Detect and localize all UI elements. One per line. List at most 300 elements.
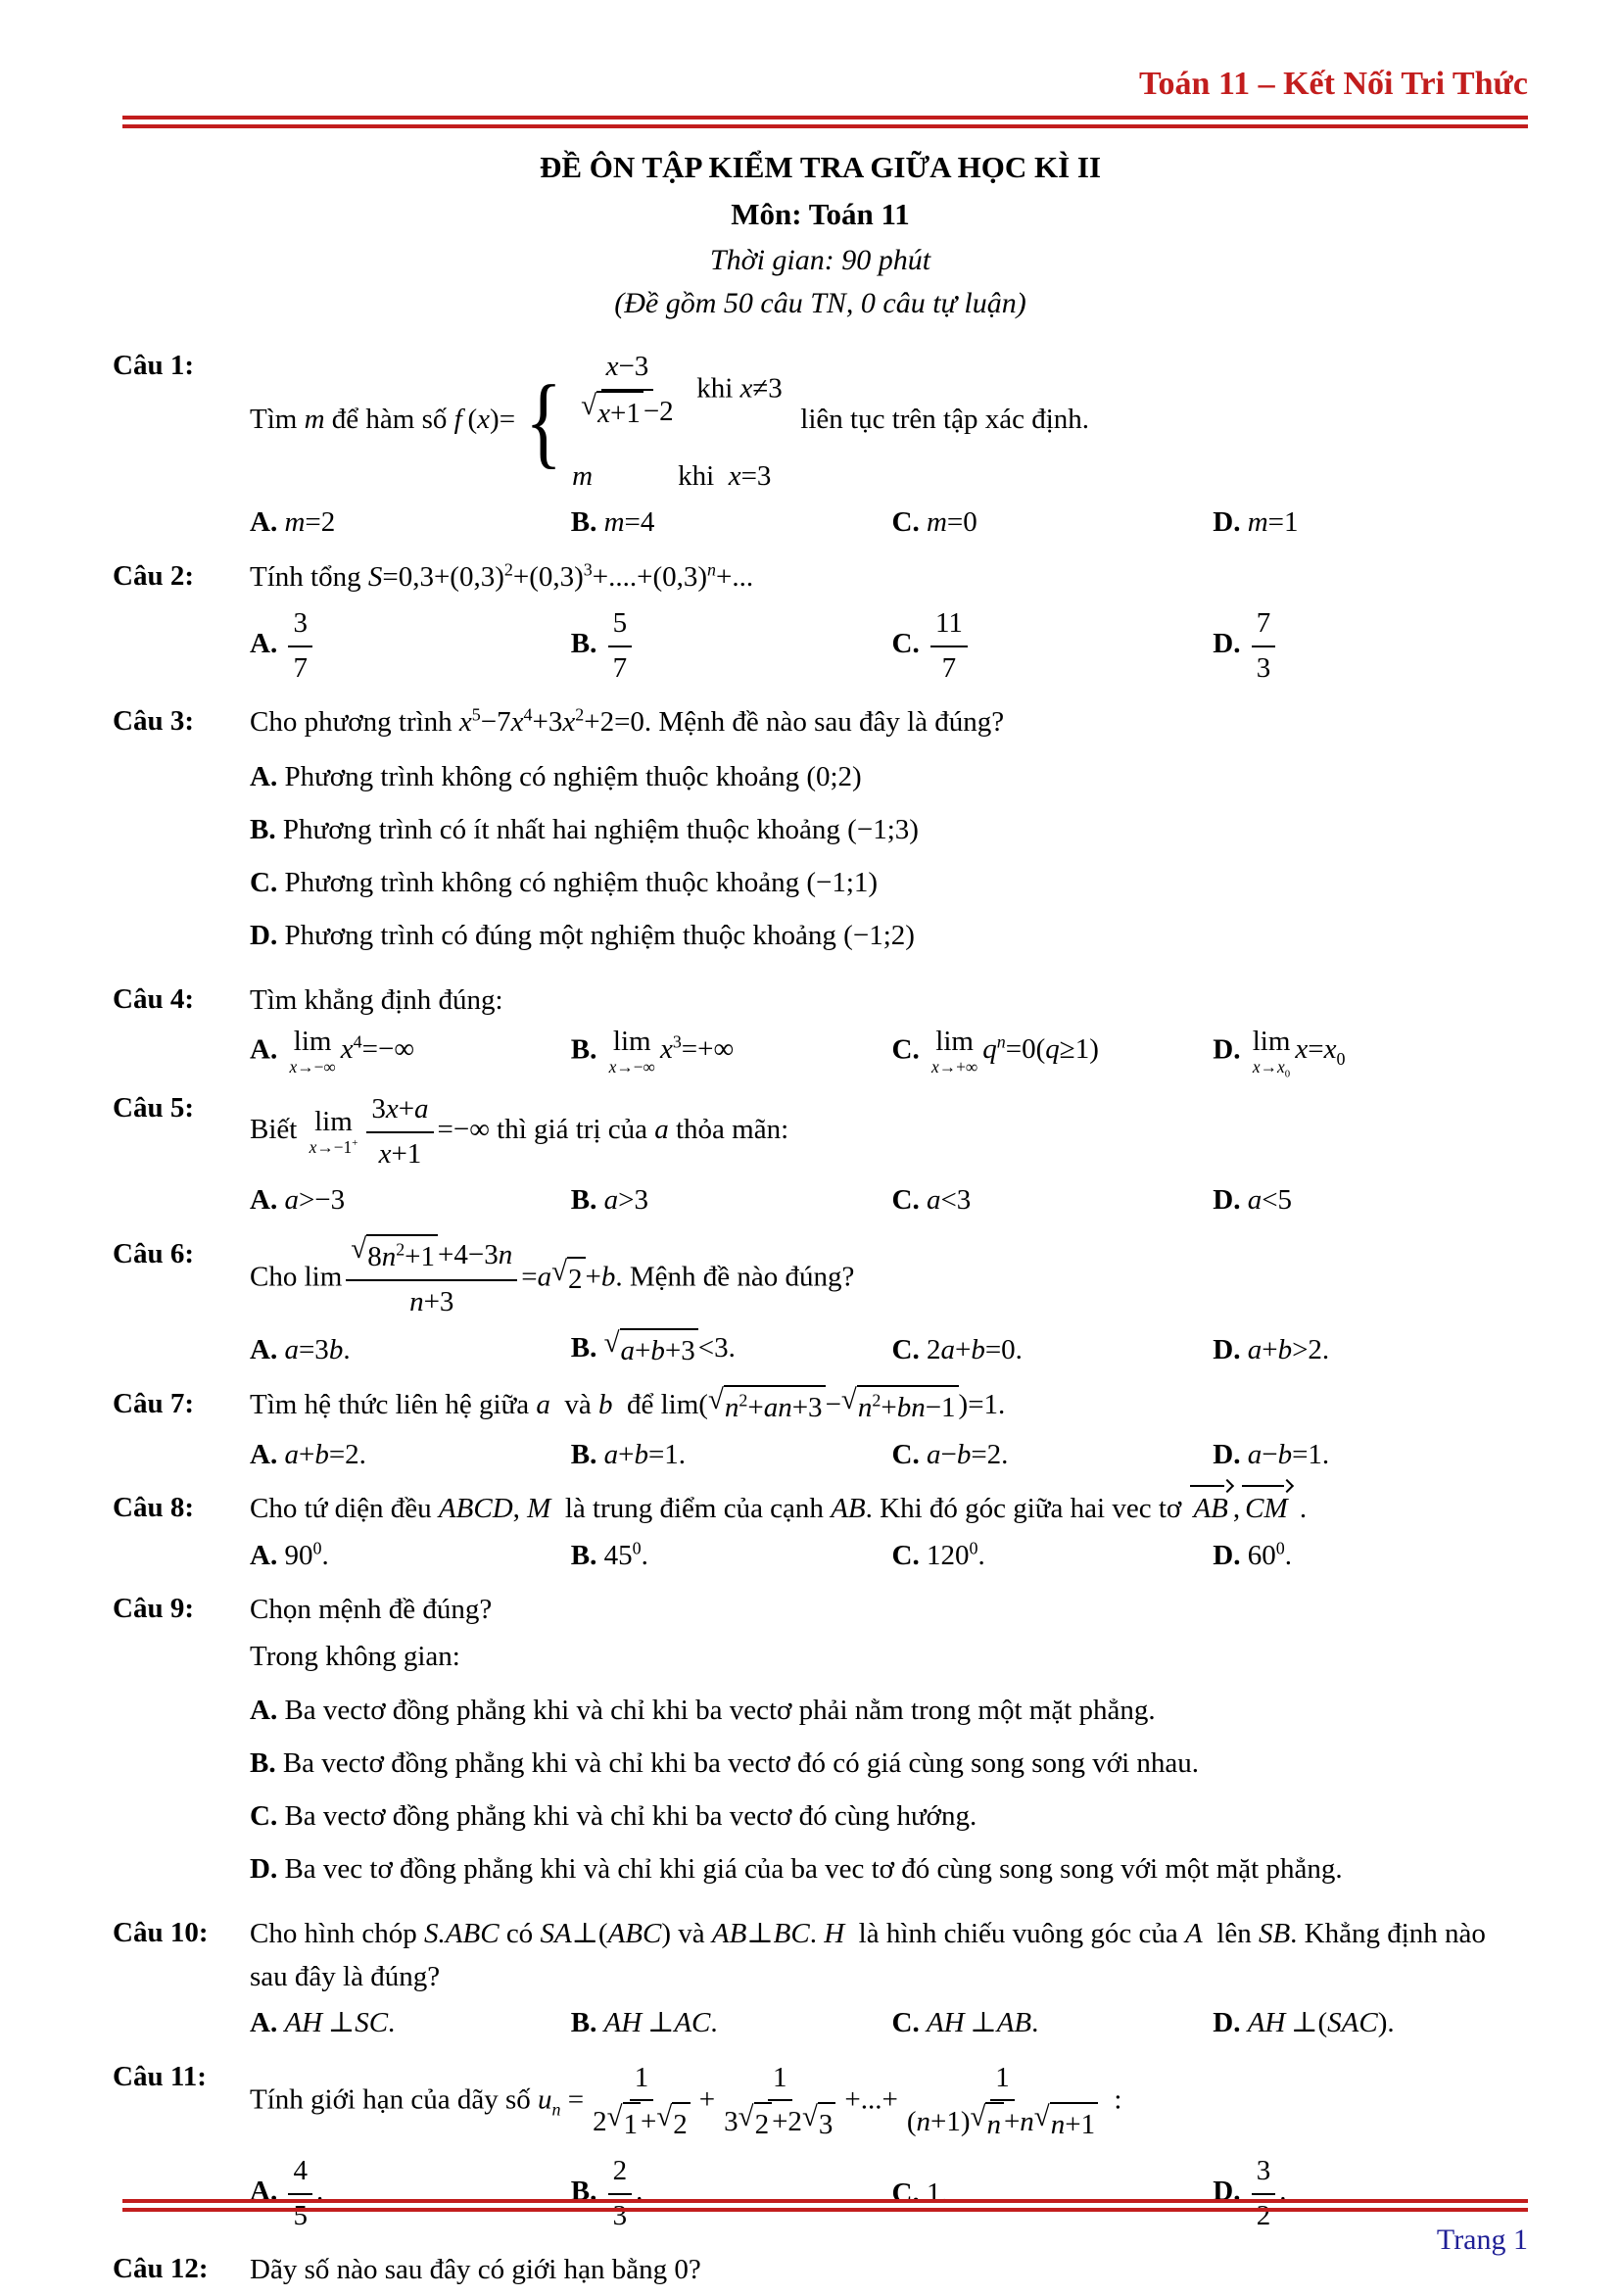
math-var: A <box>1185 1918 1203 1950</box>
superscript: 2 <box>396 1239 405 1260</box>
question-body <box>250 701 1528 968</box>
option-value: $\frac{4}{5}$ . <box>284 2176 323 2207</box>
numerator: 2 <box>608 2150 633 2195</box>
radicand: $8n^2+1$ <box>366 1234 438 1279</box>
question-body <box>250 1234 1528 1373</box>
option-key: C. <box>891 628 920 660</box>
option-value: 2a+b=0. <box>926 1333 1023 1365</box>
radicand: 2 <box>567 1257 586 1302</box>
square-root <box>351 1234 438 1279</box>
radical-sign: √ <box>606 2100 623 2132</box>
option-B <box>250 1743 1528 1784</box>
radicand: $n^2+bn-1$ <box>857 1385 959 1430</box>
option-A <box>250 502 565 545</box>
math-var: an <box>763 1392 792 1424</box>
option-A <box>250 1179 565 1222</box>
option-value: Ba vectơ đồng phẳng khi và chỉ khi ba vectơ đó có giá cùng song song với nhau. <box>282 1747 1199 1780</box>
superscript: 3 <box>583 559 593 580</box>
option-key: D. <box>1213 1438 1241 1470</box>
math-var: n <box>498 1238 513 1270</box>
option-key: D. <box>1213 1184 1241 1217</box>
math-var: n <box>724 1392 739 1424</box>
fraction <box>608 602 633 690</box>
option-B <box>250 809 1528 850</box>
math-var: x <box>608 1057 617 1077</box>
option-key: A. <box>250 1033 278 1066</box>
question-text-line: Chọn mệnh đề đúng? <box>250 1594 493 1626</box>
exam-subject: Môn: Toán 11 <box>731 196 910 231</box>
option-C <box>892 1179 1208 1222</box>
question-5 <box>113 1088 1528 1222</box>
question-7 <box>113 1384 1528 1476</box>
question-list <box>113 346 1528 2295</box>
option-C <box>892 1027 1208 1077</box>
question-body <box>250 1913 1528 2045</box>
question-text-line: Tính tổng $S=0,3+(0,3)^2+(0,3)^3+....+(0,3)^n+$... <box>250 559 754 593</box>
option-key: B. <box>570 2176 597 2208</box>
option-value: Ba vectơ đồng phẳng khi và chỉ khi ba vectơ phải nằm trong một mặt phẳng. <box>284 1695 1156 1727</box>
math-var: m <box>603 506 625 539</box>
denominator: 7 <box>293 651 308 684</box>
radical-sign: √ <box>970 2100 986 2132</box>
question-label: Câu 10: <box>113 1917 209 1949</box>
radicand: 3 <box>818 2102 836 2147</box>
math-var: b <box>634 1438 648 1470</box>
denominator: 3 √ 2 +2 √ 3 <box>719 2101 840 2146</box>
question-options <box>250 1434 1528 1477</box>
question-text <box>250 556 1528 599</box>
option-key: C. <box>891 2177 920 2210</box>
radical-sign: √ <box>738 2100 754 2132</box>
question-label: Câu 8: <box>113 1492 194 1524</box>
limit-word: lim <box>612 1025 651 1057</box>
option-C <box>250 862 1528 903</box>
option-value: lim $x\to x_0$ $x=x_0$ <box>1252 1025 1346 1080</box>
denominator: 5 <box>293 2199 308 2231</box>
math-var: ABC <box>607 1918 662 1950</box>
option-value: a−b=2. <box>926 1438 1009 1470</box>
math-var: b <box>600 1261 616 1293</box>
option-value: Ba vectơ đồng phẳng khi và chỉ khi ba vectơ đó cùng hướng. <box>284 1800 977 1833</box>
square-root <box>739 2102 772 2147</box>
option-key: B. <box>250 814 276 846</box>
math-var: x <box>562 706 576 739</box>
math-var: AH <box>603 2007 643 2039</box>
math-var: n <box>409 1285 424 1317</box>
radicand: 2 <box>754 2102 773 2147</box>
denominator: n+3 <box>409 1285 454 1317</box>
square-root <box>708 1385 826 1430</box>
option-key: C. <box>891 1438 920 1470</box>
math-var: bn <box>896 1392 926 1424</box>
math-var: b <box>597 1389 613 1421</box>
option-value: √ a+b+3 <3. <box>604 1332 736 1363</box>
page-number: Trang 1 <box>1436 2224 1528 2256</box>
option-key: C. <box>891 1333 920 1365</box>
math-var: ABCD <box>438 1493 513 1525</box>
math-var: AB <box>996 2007 1032 2039</box>
limit-subscript: x→+∞ <box>930 1057 978 1077</box>
question-text-line: Cho lim √ $8n^2+1$ +4−3n n+3 =a √ 2 +b. Mệnh đề nào đúng? <box>250 1234 1528 1324</box>
math-var: AB <box>831 1493 866 1525</box>
option-key: A. <box>250 1695 278 1727</box>
option-value: Phương trình có đúng một nghiệm thuộc khoảng (−1;2) <box>284 920 915 952</box>
radicand: n+1 <box>1050 2102 1098 2147</box>
option-value: a<5 <box>1247 1184 1293 1217</box>
option-key: B. <box>570 628 597 660</box>
option-key: C. <box>891 1539 920 1571</box>
math-var: x <box>728 459 741 492</box>
square-root <box>604 1328 698 1373</box>
superscript: 3 <box>672 1031 682 1052</box>
math-var: n <box>707 559 717 580</box>
math-var: H <box>824 1918 845 1950</box>
question-text-line: Tìm hệ thức liên hệ giữa a và b để lim( √ $n^2+an+3$ − √ $n^2+bn-1$ )=1. <box>250 1384 1528 1429</box>
superscript: 2 <box>872 1390 881 1411</box>
option-value: m=4 <box>603 506 655 539</box>
math-var: n <box>916 2106 930 2138</box>
option-value: $45^0$. <box>603 1537 648 1571</box>
fraction <box>346 1234 517 1324</box>
option-D <box>1213 1329 1528 1372</box>
brace: { <box>525 364 562 479</box>
question-options <box>250 1690 1528 1889</box>
math-var: x <box>1252 1057 1261 1077</box>
math-var: n <box>857 1392 873 1424</box>
math-var: a <box>603 1438 619 1470</box>
radicand: x+1 <box>596 391 643 436</box>
denominator: 2 √ 1 + √ 2 <box>588 2101 695 2146</box>
option-key: C. <box>891 1033 920 1066</box>
question-options <box>250 1535 1528 1578</box>
math-var: n <box>1020 2106 1034 2138</box>
question-text <box>250 1384 1528 1429</box>
math-var: a <box>537 1261 552 1293</box>
option-value: m=1 <box>1247 506 1299 539</box>
math-var: a <box>940 1333 955 1365</box>
option-key: D. <box>250 920 278 952</box>
superscript: 2 <box>575 704 585 725</box>
piecewise-rows <box>572 346 783 498</box>
question-text-line: Cho tứ diện đều ABCD, M là trung điểm của cạnh AB. Khi đó góc giữa hai vec tơ AB , CM . <box>250 1488 1528 1531</box>
math-var: a <box>536 1389 550 1421</box>
option-C <box>892 502 1208 545</box>
radical-sign: √ <box>801 2100 818 2132</box>
option-D <box>1213 1179 1528 1222</box>
option-B <box>571 1535 886 1578</box>
piecewise-row: m khi x=3 <box>572 459 772 492</box>
option-A <box>250 1690 1528 1731</box>
math-var: b <box>971 1333 985 1365</box>
limit-subscript: x→−∞ <box>289 1057 336 1077</box>
math-var: a <box>654 1114 669 1146</box>
question-text <box>250 2057 1528 2147</box>
question-label: Câu 12: <box>113 2253 209 2285</box>
question-text-line: Cho phương trình $x^5-7x^4+3x^2+2=0$. Mệnh đề nào sau đây là đúng? <box>250 704 1005 739</box>
limit-word: lim <box>935 1025 974 1057</box>
math-var: n <box>986 2108 1001 2140</box>
option-value: a+b>2. <box>1247 1333 1330 1365</box>
question-text-line: Dãy số nào sau đây có giới hạn bằng 0? <box>250 2254 701 2286</box>
math-var: S.ABC <box>424 1918 500 1950</box>
math-var: SB <box>1258 1918 1291 1950</box>
subscript: 0 <box>1284 1068 1291 1080</box>
square-root <box>607 2102 641 2147</box>
option-key: D. <box>1213 628 1241 660</box>
superscript: + <box>352 1137 358 1150</box>
option-value <box>604 607 637 684</box>
radical-sign: √ <box>351 1233 367 1266</box>
math-var: b <box>1277 1438 1293 1470</box>
option-value: Phương trình không có nghiệm thuộc khoảng (0;2) <box>284 760 862 792</box>
question-text <box>250 1913 1528 1998</box>
question-text-line: Tìm khẳng định đúng: <box>250 984 503 1017</box>
subscript: 0 <box>1336 1048 1346 1069</box>
math-var: b <box>328 1333 344 1365</box>
question-label: Câu 11: <box>113 2060 207 2092</box>
option-key: B. <box>570 1184 597 1217</box>
math-var: x <box>340 1033 354 1066</box>
option-value: $\frac{3}{2}$ . <box>1248 2176 1287 2207</box>
limit <box>310 1107 358 1158</box>
question-text <box>250 346 1528 498</box>
math-var: n <box>996 1031 1006 1052</box>
math-var: q <box>1045 1033 1060 1066</box>
numerator: 4 <box>288 2150 312 2195</box>
math-var: m <box>304 404 325 436</box>
option-value: lim x→−∞ $x^4=-\infty$ <box>289 1025 415 1077</box>
exam-note: (Đề gồm 50 câu TN, 0 câu tự luận) <box>614 287 1026 320</box>
radicand: $n^2+an+3$ <box>724 1385 826 1430</box>
fraction <box>576 346 679 436</box>
option-key: C. <box>891 506 920 539</box>
option-C <box>250 1795 1528 1837</box>
math-var: x <box>477 404 491 436</box>
option-key: A. <box>250 628 278 660</box>
math-var: M <box>527 1493 551 1525</box>
option-C <box>892 1329 1208 1372</box>
question-2 <box>113 556 1528 691</box>
math-var: x <box>510 706 524 739</box>
question-label: Câu 2: <box>113 559 194 592</box>
option-key: B. <box>570 506 597 539</box>
question-body <box>250 346 1528 545</box>
math-var: m <box>926 506 947 539</box>
radicand <box>985 2102 1004 2147</box>
option-value: a+b=1. <box>603 1438 687 1470</box>
limit-subscript: $x\to x_0$ <box>1252 1057 1291 1080</box>
math-var: x <box>659 1033 673 1066</box>
math-var: a <box>926 1184 941 1217</box>
superscript: 0 <box>969 1537 978 1557</box>
footer-rule <box>122 2199 1528 2212</box>
radicand: a+b+3 <box>620 1328 698 1373</box>
question-body <box>250 1088 1528 1222</box>
numerator: 1 <box>990 2057 1015 2102</box>
vector-overline <box>1242 1488 1291 1531</box>
option-D <box>1213 502 1528 545</box>
radical-sign: √ <box>603 1326 620 1359</box>
math-var: x <box>597 398 610 430</box>
fraction <box>288 602 312 690</box>
numerator: 11 <box>930 602 968 647</box>
limit <box>609 1027 655 1077</box>
math-var: x <box>378 1137 392 1170</box>
square-root <box>581 391 643 436</box>
math-var: m <box>572 459 594 492</box>
option-value: AH ⊥AC. <box>603 2007 718 2039</box>
radical-sign: √ <box>707 1384 724 1416</box>
math-var: a <box>284 1438 299 1470</box>
option-key: A. <box>250 1333 278 1365</box>
math-var: a <box>603 1184 619 1217</box>
vector-overline <box>1190 1488 1230 1531</box>
question-label: Câu 4: <box>113 983 194 1016</box>
exam-duration: Thời gian: 90 phút <box>709 244 931 277</box>
math-var: BC <box>773 1918 810 1950</box>
option-value <box>284 607 316 684</box>
square-root <box>1034 2102 1098 2147</box>
option-key: C. <box>891 1184 920 1217</box>
option-value: $120^0$. <box>926 1537 985 1571</box>
math-var: a <box>284 1184 299 1217</box>
option-A <box>250 1434 565 1477</box>
square-root <box>551 1257 585 1302</box>
question-text-line: Tìm m để hàm số f (x)= { x−3 √ x+1 −2 khi x≠3 m khi x=3 liên tục trên tập xác định. <box>250 346 1528 498</box>
math-var: x <box>1295 1033 1309 1066</box>
numerator: 1 <box>768 2057 792 2102</box>
option-value: m=0 <box>926 506 977 539</box>
option-key: D. <box>250 1853 278 1886</box>
option-value: a−b=1. <box>1247 1438 1330 1470</box>
question-label: Câu 5: <box>113 1092 194 1124</box>
math-var: a <box>1247 1333 1263 1365</box>
option-B <box>571 1027 886 1077</box>
math-var: AB <box>1193 1493 1228 1525</box>
question-4 <box>113 980 1528 1080</box>
fraction <box>902 2057 1103 2147</box>
math-var: AB <box>711 1918 747 1950</box>
denominator: √ x+1 −2 <box>576 391 679 436</box>
option-key: A. <box>250 506 278 539</box>
option-value: AH ⊥AB. <box>926 2007 1039 2039</box>
math-var: n <box>551 2098 561 2119</box>
math-var: m <box>284 506 306 539</box>
option-value: Phương trình không có nghiệm thuộc khoảng (−1;1) <box>284 867 879 899</box>
option-B <box>571 1434 886 1477</box>
math-var: f <box>453 404 462 436</box>
question-options <box>250 1179 1528 1222</box>
math-var: q <box>982 1033 997 1066</box>
numerator: 1 <box>630 2057 654 2102</box>
exam-title: ĐỀ ÔN TẬP KIỂM TRA GIỮA HỌC KÌ II <box>539 149 1102 184</box>
math-var: SAC <box>1327 2007 1378 2039</box>
option-A <box>250 1535 565 1578</box>
square-root <box>656 2102 690 2147</box>
math-var: b <box>650 1334 665 1366</box>
math-var: n <box>381 1241 397 1273</box>
option-value: a<3 <box>926 1184 972 1217</box>
superscript: 0 <box>1275 1537 1285 1557</box>
denominator: 3 <box>1256 651 1271 684</box>
question-text-line: Trong không gian: <box>250 1640 460 1672</box>
numerator: 5 <box>608 602 633 647</box>
limit-word: lim <box>1252 1025 1291 1057</box>
option-value: lim x→+∞ $q^n=0(q\ge 1)$ <box>930 1025 1099 1077</box>
option-value: a+b=2. <box>284 1438 366 1470</box>
option-value: lim x→−∞ $x^3=+\infty$ <box>608 1025 735 1077</box>
option-D <box>1213 1025 1528 1080</box>
option-value: $90^0$. <box>284 1537 329 1571</box>
math-var: x <box>309 1137 317 1158</box>
limit <box>1252 1025 1291 1080</box>
numerator: 3 <box>288 602 312 647</box>
radical-sign: √ <box>1033 2100 1050 2132</box>
option-key: C. <box>891 2007 920 2039</box>
option-key: B. <box>570 1332 597 1364</box>
question-text <box>250 1488 1528 1531</box>
superscript: 4 <box>523 704 533 725</box>
denominator: 2 <box>1256 2199 1271 2231</box>
question-text <box>250 1088 1528 1175</box>
option-A <box>250 2002 565 2045</box>
math-var: b <box>314 1438 329 1470</box>
math-var: x <box>385 1093 399 1125</box>
option-D <box>1213 2002 1528 2045</box>
option-D <box>1213 602 1528 690</box>
question-options <box>250 502 1528 545</box>
denominator: 7 <box>612 651 628 684</box>
limit-word: lim <box>293 1025 332 1057</box>
math-var: S <box>367 560 383 593</box>
option-D <box>250 915 1528 956</box>
limit <box>931 1027 977 1077</box>
option-key: D. <box>1213 2176 1241 2208</box>
math-var: x <box>289 1057 298 1077</box>
option-value: m=2 <box>284 506 336 539</box>
option-value: AH ⊥SC. <box>284 2007 396 2039</box>
math-var: m <box>1247 506 1268 539</box>
option-key: B. <box>250 1747 276 1780</box>
option-A <box>250 1329 565 1372</box>
option-value: a>−3 <box>284 1184 346 1217</box>
limit-word: lim <box>314 1105 353 1137</box>
option-key: A. <box>250 760 278 792</box>
option-C <box>892 1535 1208 1578</box>
question-text <box>250 1589 1528 1678</box>
option-key: C. <box>250 867 278 899</box>
question-options <box>250 756 1528 956</box>
option-key: D. <box>1213 1539 1241 1571</box>
question-options <box>250 1327 1528 1372</box>
option-A <box>250 756 1528 797</box>
math-var: a <box>620 1334 636 1366</box>
radicand: 2 <box>672 2102 691 2147</box>
option-B <box>571 2002 886 2045</box>
question-text-line: Tính giới hạn của dãy số $u_n$ = 1 2 √ 1 + √ 2 + 1 3 √ 2 +2 √ 3 +...+ 1 (n+1) √ n +n √ n+1 : <box>250 2057 1528 2147</box>
limit-subscript: x→−1+ <box>309 1137 358 1158</box>
math-var: b <box>956 1438 972 1470</box>
option-key: C. <box>250 1800 278 1833</box>
superscript <box>997 1031 1006 1051</box>
option-B <box>571 502 886 545</box>
numerator: 7 <box>1252 602 1276 647</box>
page-header <box>113 61 1528 128</box>
math-var: x <box>458 706 472 739</box>
math-var: x <box>739 372 753 405</box>
question-text-line: Biết lim x→−1+ $\frac{3x+a}{x+1}$ =−∞ thì giá trị của a thỏa mãn: <box>250 1088 1528 1175</box>
question-body <box>250 556 1528 691</box>
